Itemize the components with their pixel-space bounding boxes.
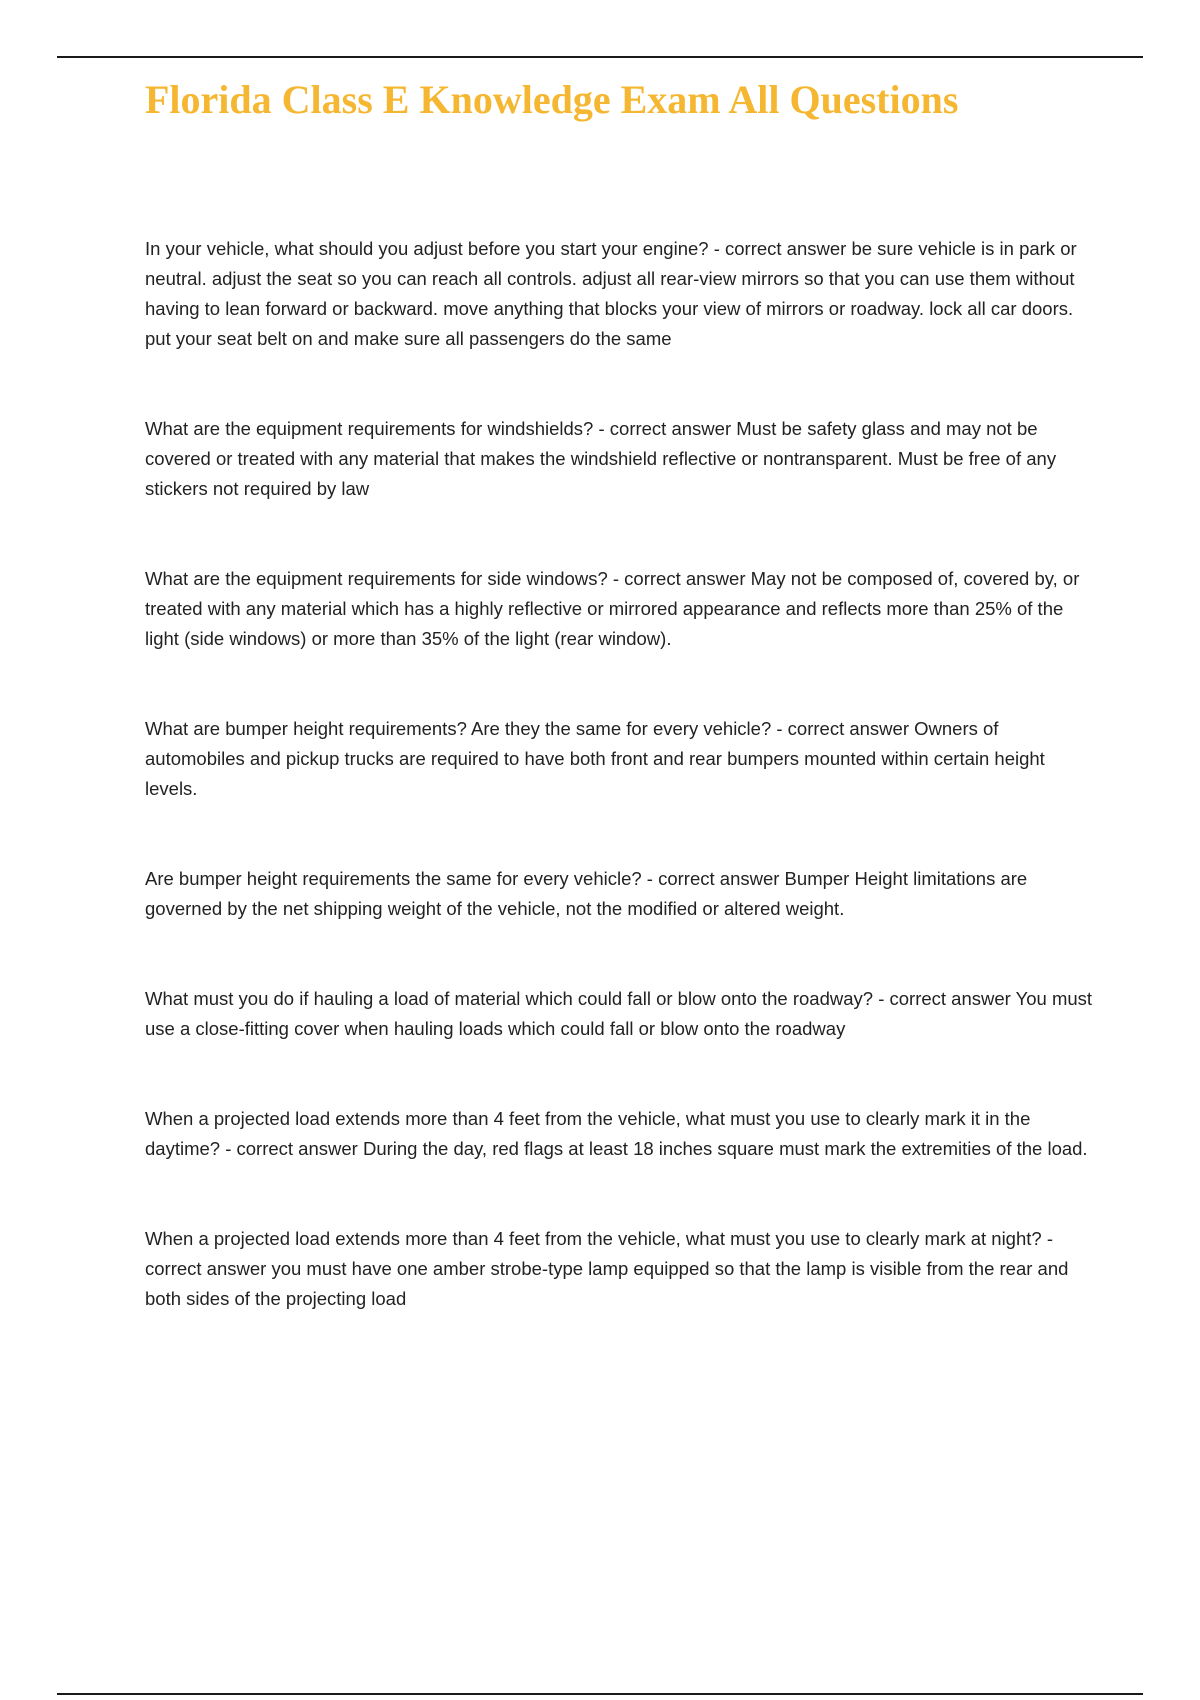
question-answer-item: What are the equipment requirements for side windows? - correct answer May not be composed of, covered by, or treated with any material which has a highly reflective or mirrored appearance and reflects more than 25% of the light (side windows) or more than 35% of the light (rear window).	[145, 568, 1080, 649]
question-list	[145, 234, 1093, 1374]
top-rule	[57, 56, 1143, 58]
question-answer-item: In your vehicle, what should you adjust before you start your engine? - correct answer be sure vehicle is in park or neutral. adjust the seat so you can reach all controls. adjust all rear-view mirrors so that you can use them without having to lean forward or backward. move anything that blocks your view of mirrors or roadway. lock all car doors. put your seat belt on and make sure all passengers do the same	[145, 238, 1077, 349]
bottom-rule	[57, 1693, 1143, 1695]
question-answer-item: When a projected load extends more than 4 feet from the vehicle, what must you use to clearly mark at night? - correct answer you must have one amber strobe-type lamp equipped so that the lamp is visible from the rear and both sides of the projecting load	[145, 1228, 1069, 1309]
question-answer-item: Are bumper height requirements the same for every vehicle? - correct answer Bumper Height limitations are governed by the net shipping weight of the vehicle, not the modified or altered weight.	[145, 868, 1028, 919]
question-answer-item: What are the equipment requirements for windshields? - correct answer Must be safety glass and may not be covered or treated with any material that makes the windshield reflective or nontransparent. Must be free of any stickers not required by law	[145, 418, 1057, 499]
question-answer-item: What are bumper height requirements? Are they the same for every vehicle? - correct answer Owners of automobiles and pickup trucks are required to have both front and rear bumpers mounted within certain height levels.	[145, 718, 1045, 799]
question-answer-item: When a projected load extends more than 4 feet from the vehicle, what must you use to clearly mark it in the daytime? - correct answer During the day, red flags at least 18 inches square must mark the extremities of the load.	[145, 1108, 1088, 1159]
question-answer-item: What must you do if hauling a load of material which could fall or blow onto the roadway? - correct answer You must use a close-fitting cover when hauling loads which could fall or blow onto the roadway	[145, 988, 1093, 1039]
document-title: Florida Class E Knowledge Exam All Questions	[145, 77, 959, 122]
